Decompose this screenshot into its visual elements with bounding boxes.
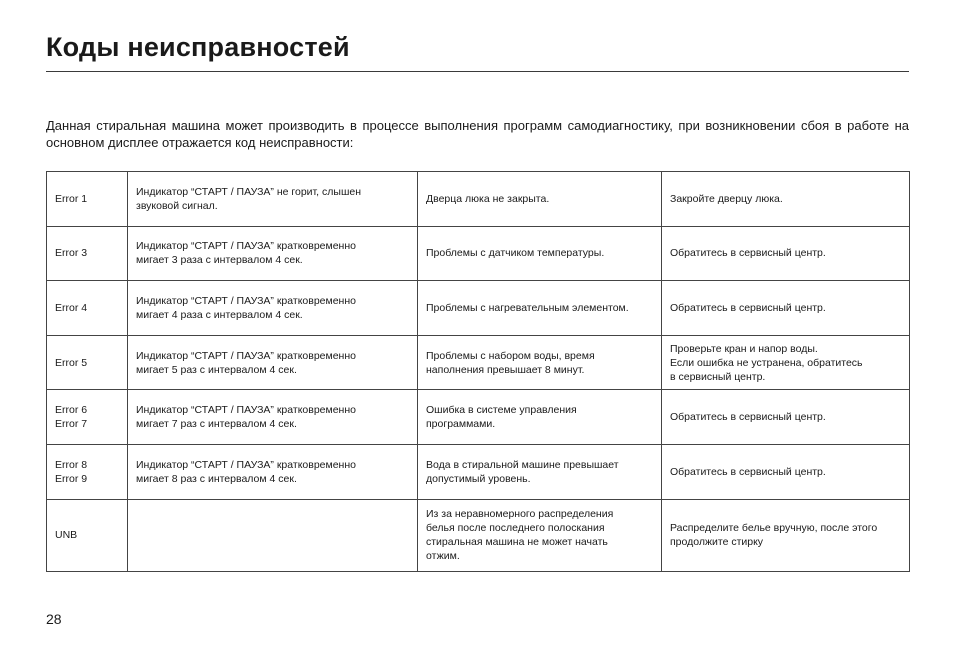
table-row: [47, 172, 910, 227]
problem-cell: Дверца люка не закрыта.: [418, 172, 662, 227]
title-divider: [46, 71, 909, 72]
table-row: [47, 226, 910, 281]
error-code-cell: Error 1: [47, 172, 128, 227]
solution-cell: Распределите белье вручную, после этого продолжите стирку: [662, 499, 910, 571]
error-codes-table: [46, 171, 910, 572]
table-row: [47, 499, 910, 571]
error-code-cell: UNB: [47, 499, 128, 571]
table-row: [47, 335, 910, 390]
solution-cell: Обратитесь в сервисный центр.: [662, 226, 910, 281]
error-code-cell: Error 8 Error 9: [47, 444, 128, 499]
table-row: [47, 390, 910, 445]
error-code-cell: Error 3: [47, 226, 128, 281]
solution-cell: Проверьте кран и напор воды. Если ошибка не устранена, обратитесь в сервисный центр.: [662, 335, 910, 390]
indicator-cell: Индикатор “СТАРТ / ПАУЗА” кратковременно мигает 5 раз с интервалом 4 сек.: [128, 335, 418, 390]
error-code-cell: Error 5: [47, 335, 128, 390]
solution-cell: Обратитесь в сервисный центр.: [662, 444, 910, 499]
table-row: [47, 281, 910, 336]
problem-cell: Проблемы с датчиком температуры.: [418, 226, 662, 281]
solution-cell: Обратитесь в сервисный центр.: [662, 281, 910, 336]
indicator-cell: [128, 499, 418, 571]
indicator-cell: Индикатор “СТАРТ / ПАУЗА” кратковременно мигает 3 раза с интервалом 4 сек.: [128, 226, 418, 281]
problem-cell: Из за неравномерного распределения белья после последнего полоскания стиральная машина не может начать отжим.: [418, 499, 662, 571]
page-number: 28: [46, 611, 62, 627]
problem-cell: Проблемы с набором воды, время наполнения превышает 8 минут.: [418, 335, 662, 390]
problem-cell: Проблемы с нагревательным элементом.: [418, 281, 662, 336]
indicator-cell: Индикатор “СТАРТ / ПАУЗА” не горит, слышен звуковой сигнал.: [128, 172, 418, 227]
error-code-cell: Error 6 Error 7: [47, 390, 128, 445]
indicator-cell: Индикатор “СТАРТ / ПАУЗА” кратковременно мигает 4 раза с интервалом 4 сек.: [128, 281, 418, 336]
indicator-cell: Индикатор “СТАРТ / ПАУЗА” кратковременно мигает 7 раз с интервалом 4 сек.: [128, 390, 418, 445]
table-row: [47, 444, 910, 499]
solution-cell: Закройте дверцу люка.: [662, 172, 910, 227]
error-code-cell: Error 4: [47, 281, 128, 336]
problem-cell: Ошибка в системе управления программами.: [418, 390, 662, 445]
solution-cell: Обратитесь в сервисный центр.: [662, 390, 910, 445]
indicator-cell: Индикатор “СТАРТ / ПАУЗА” кратковременно мигает 8 раз с интервалом 4 сек.: [128, 444, 418, 499]
intro-paragraph: Данная стиральная машина может производить в процессе выполнения программ самодиагностику, при возникновении сбоя в работе на основном дисплее отражается код неисправности:: [46, 118, 909, 150]
problem-cell: Вода в стиральной машине превышает допустимый уровень.: [418, 444, 662, 499]
page-title: Коды неисправностей: [46, 32, 350, 62]
